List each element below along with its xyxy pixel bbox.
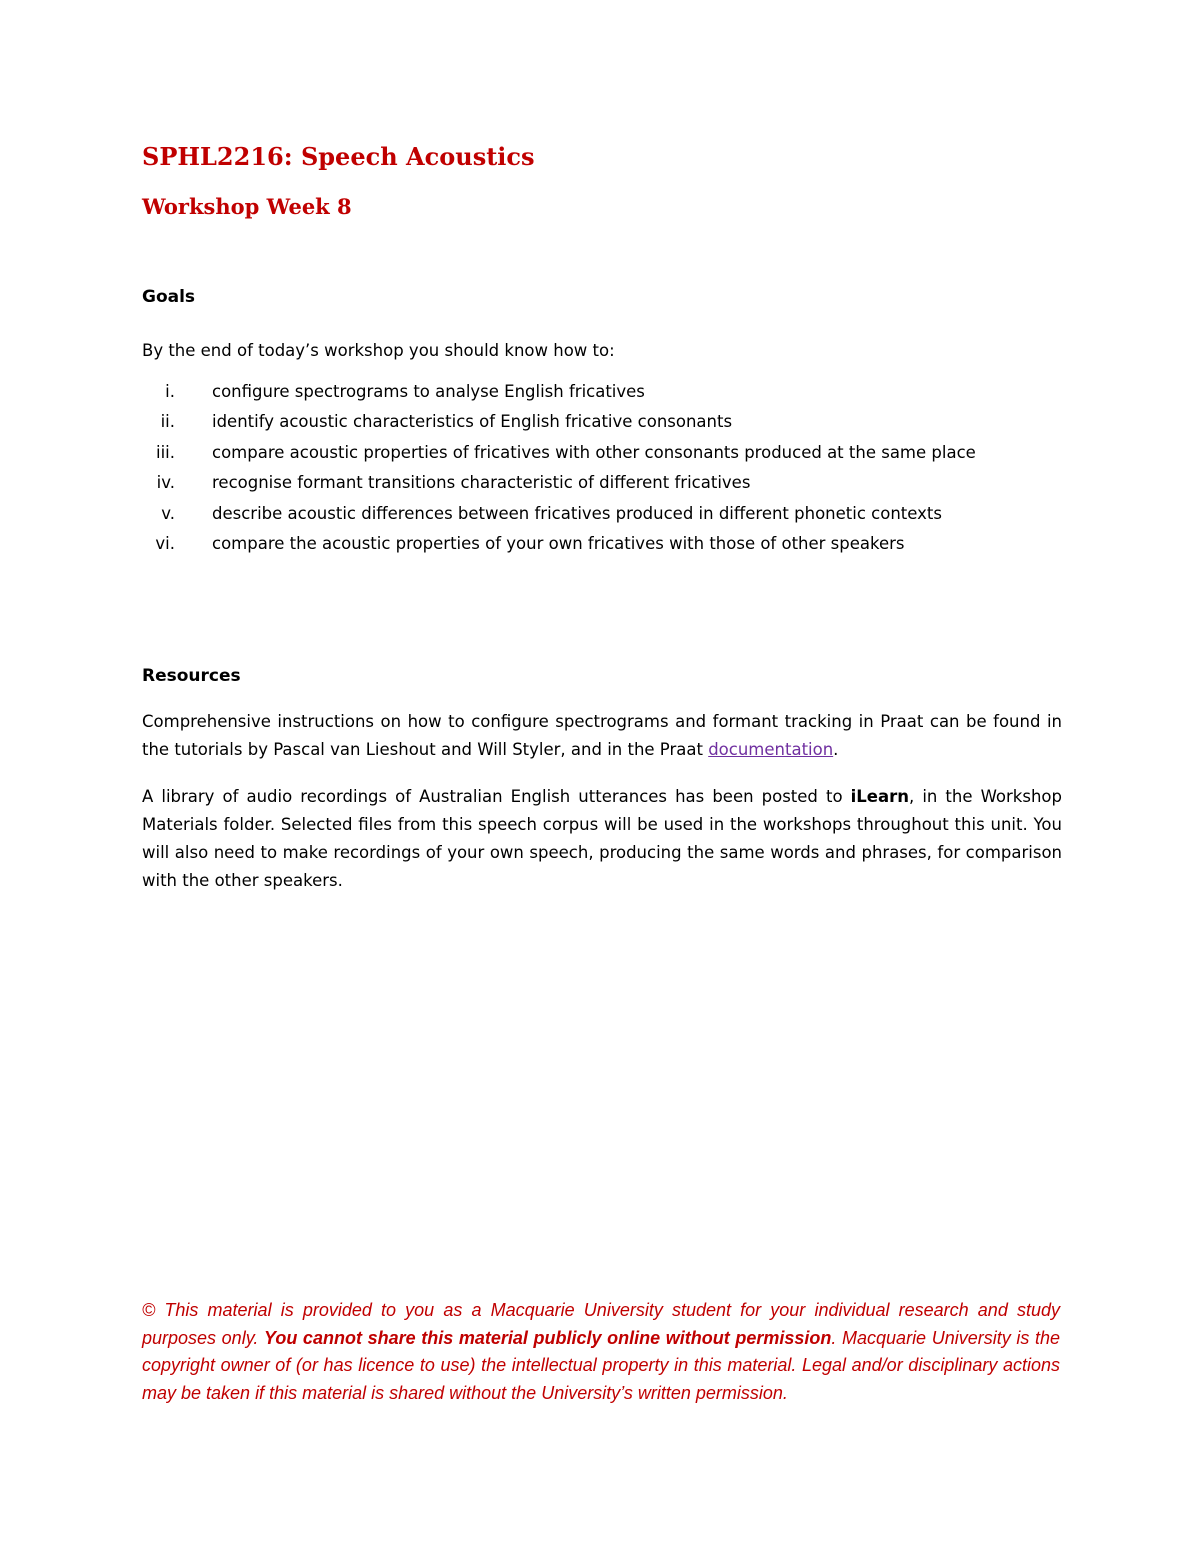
goal-numeral: iv. <box>156 473 175 493</box>
resources-paragraph-1-text: Comprehensive instructions on how to configure spectrograms and formant tracking in Praat can be found in the tutorials by Pascal van Lieshout and Will Styler, and in the Praat <box>142 712 1062 759</box>
goals-list <box>142 377 1102 559</box>
goal-text: compare acoustic properties of fricatives with other consonants produced at the same place <box>212 442 976 462</box>
copyright-warning: You cannot share this material publicly online without permission <box>263 1327 832 1348</box>
goal-item <box>142 438 1102 468</box>
resources-paragraph-2-after: , in the Workshop Materials folder. Selected files from this speech corpus will be used in the workshops throughout this unit. You will also need to make recordings of your own speech, producing the same words and phrases, for comparison with the other speakers. <box>142 787 1062 890</box>
goal-text: compare the acoustic properties of your own fricatives with those of other speakers <box>212 533 905 553</box>
goal-item <box>142 468 1102 498</box>
goal-text: identify acoustic characteristics of English fricative consonants <box>212 412 733 432</box>
goal-item <box>142 407 1102 437</box>
goal-numeral: iii. <box>156 442 175 462</box>
goal-numeral: i. <box>165 382 175 401</box>
goal-item <box>142 377 1102 407</box>
goal-text: recognise formant transitions characteristic of different fricatives <box>212 473 751 493</box>
page-title: SPHL2216: Speech Acoustics <box>142 142 535 171</box>
goal-numeral: vi. <box>155 533 175 553</box>
copyright-notice <box>142 1297 1060 1407</box>
goals-heading: Goals <box>142 287 196 307</box>
resources-paragraph-1 <box>142 708 1062 764</box>
goal-text: configure spectrograms to analyse English fricatives <box>212 382 645 401</box>
goal-text: describe acoustic differences between fricatives produced in different phonetic contexts <box>212 503 942 523</box>
resources-paragraph-1-end: . <box>833 740 839 759</box>
goal-numeral: v. <box>161 503 175 523</box>
copyright-part-1: © This material is provided to you as a Macquarie University student for your individual research and study purposes only. <box>142 1300 1060 1348</box>
copyright-part-2: . Macquarie University is the copyright owner of (or has licence to use) the intellectual property in this material. Legal and/or disciplinary actions may be taken if this material is shared without the University’s written permission. <box>142 1327 1060 1403</box>
resources-paragraph-2 <box>142 783 1062 895</box>
goals-intro: By the end of today’s workshop you should know how to: <box>142 341 615 360</box>
goal-numeral: ii. <box>160 412 175 432</box>
documentation-link[interactable]: documentation <box>708 740 834 759</box>
page-subtitle: Workshop Week 8 <box>142 194 352 219</box>
resources-heading: Resources <box>142 666 241 686</box>
resources-paragraph-2-before: A library of audio recordings of Australian English utterances has been posted to <box>142 787 851 806</box>
ilearn-bold-text: iLearn <box>850 787 909 806</box>
goal-item <box>142 499 1102 529</box>
goal-item <box>142 529 1102 559</box>
